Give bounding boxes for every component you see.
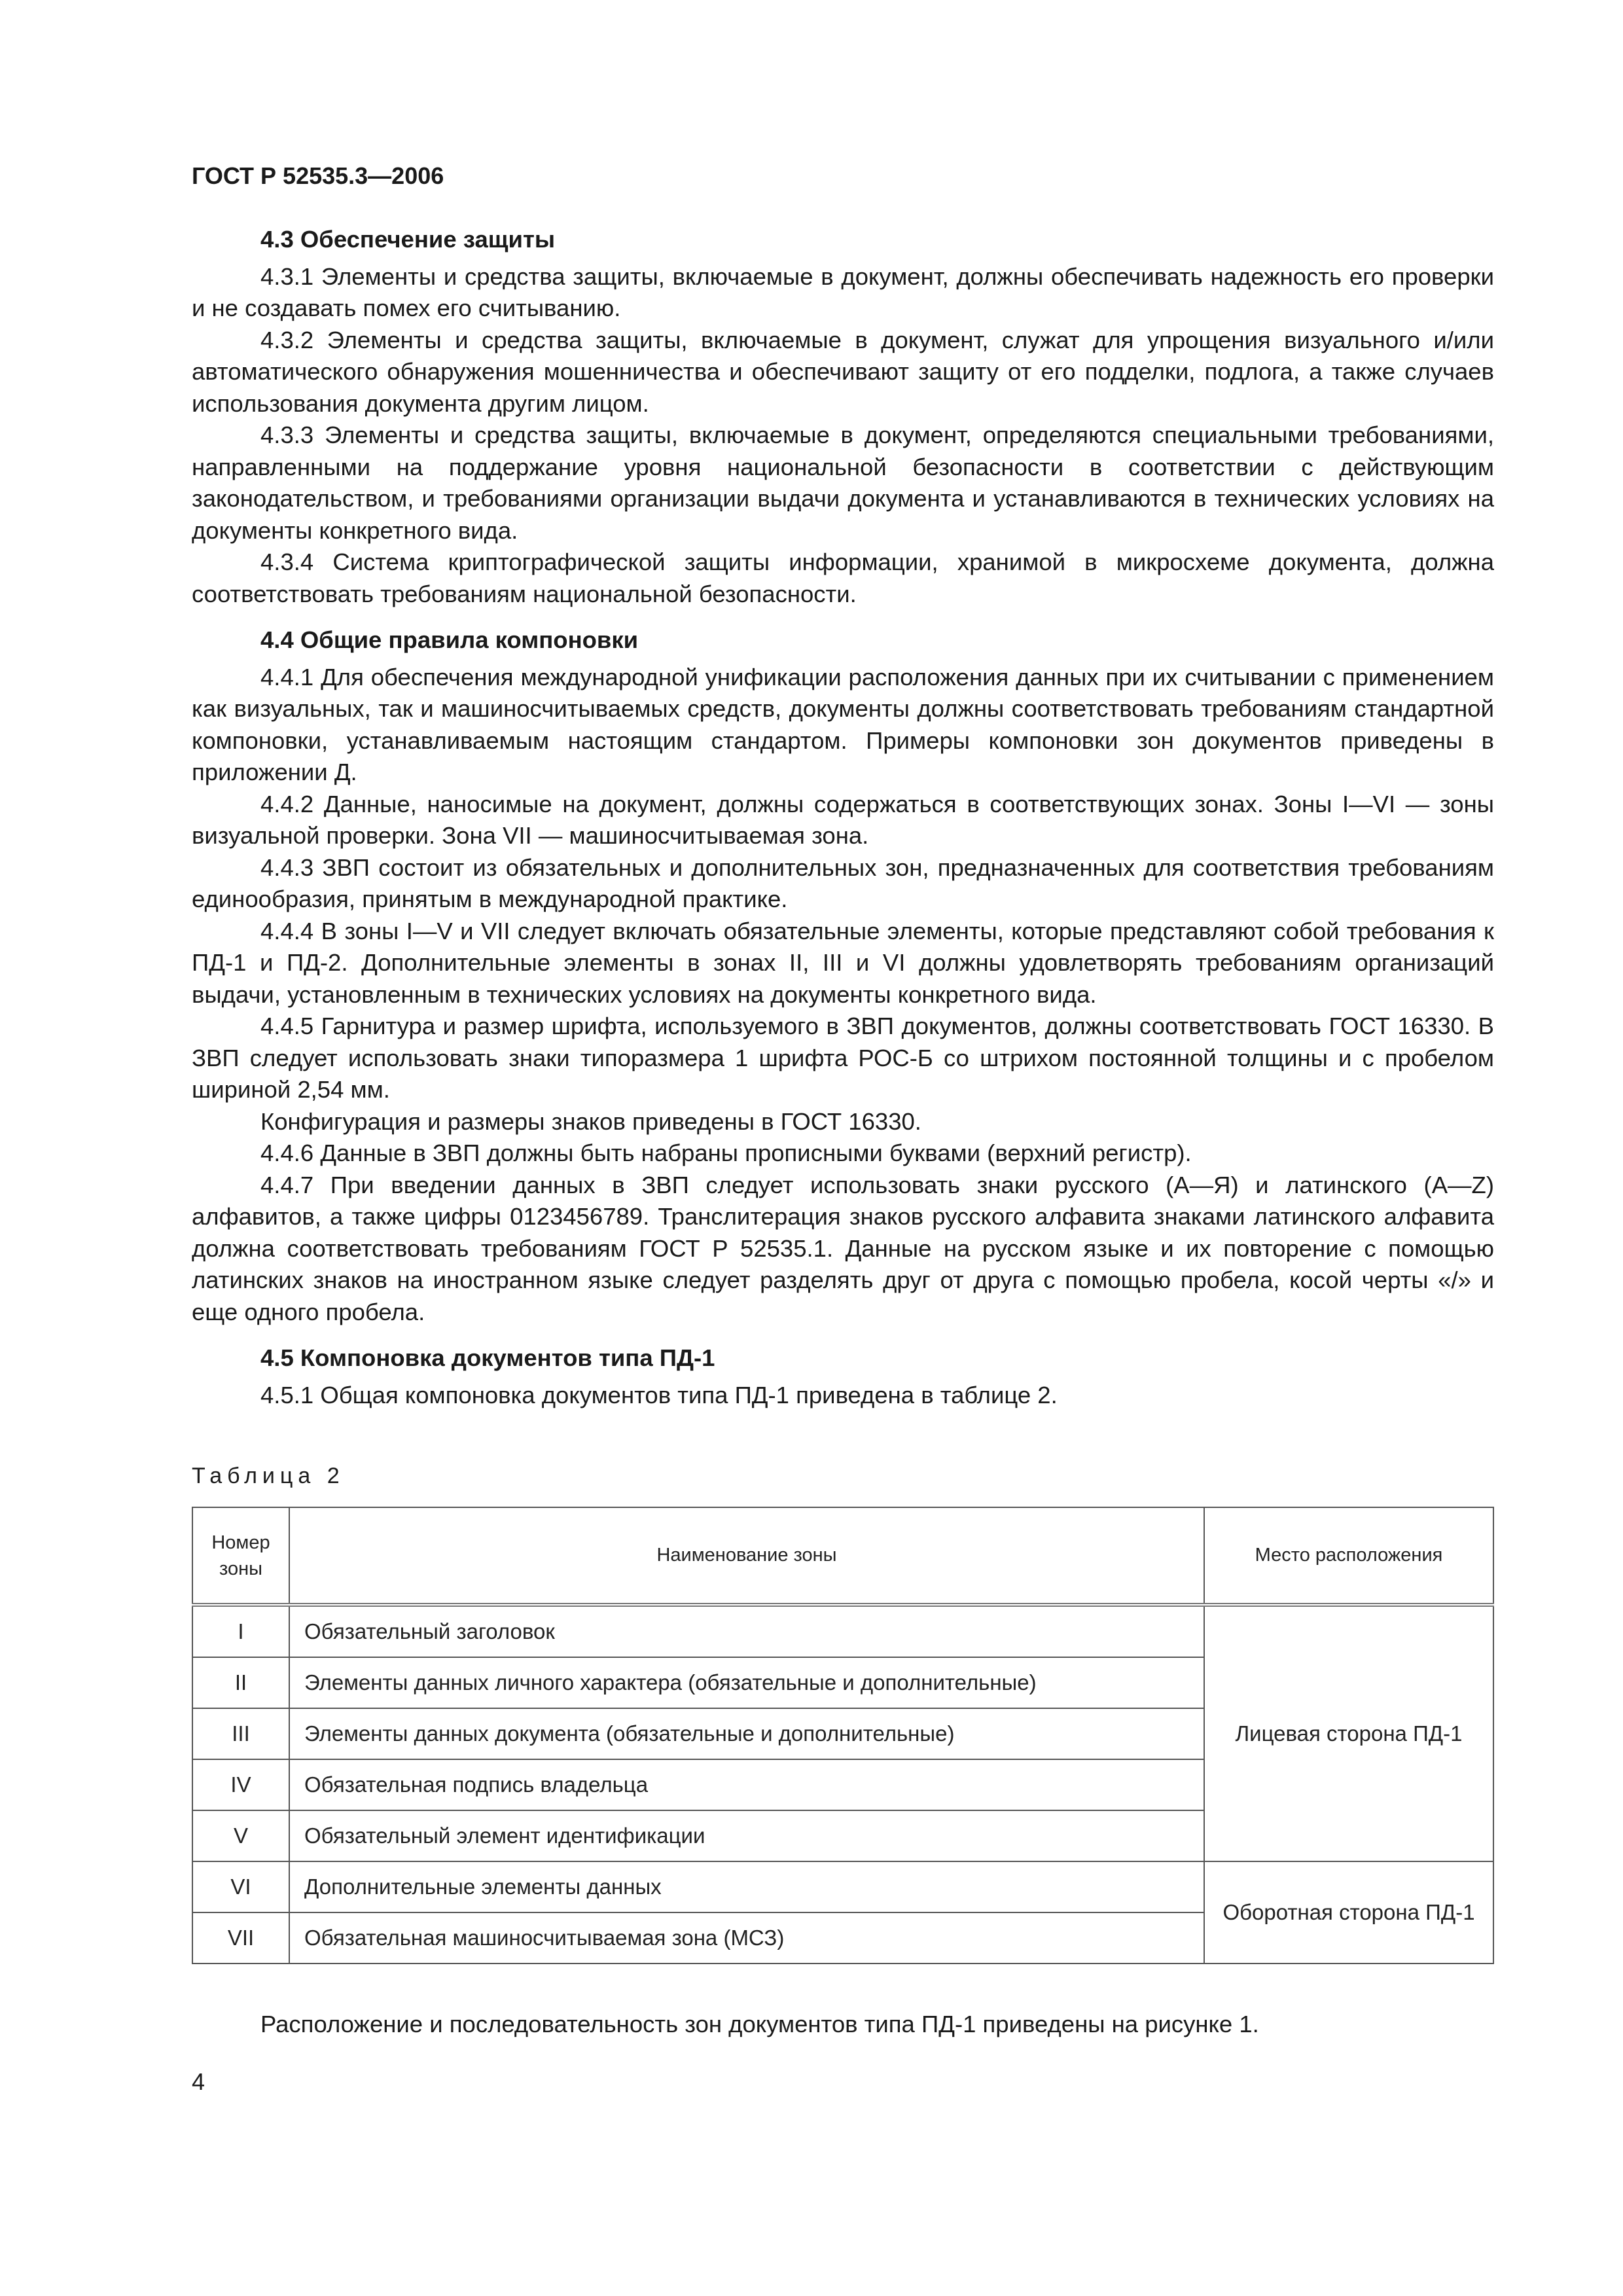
- zone-number: I: [192, 1605, 289, 1657]
- paragraph-4-5-1: 4.5.1 Общая компоновка документов типа ПД-1 приведена в таблице 2.: [260, 1381, 1058, 1408]
- zone-name: Элементы данных личного характера (обязательные и дополнительные): [289, 1657, 1204, 1708]
- zones-table: [192, 1507, 1494, 1964]
- zone-place-front: Лицевая сторона ПД-1: [1204, 1605, 1493, 1861]
- zone-name: Обязательный заголовок: [289, 1605, 1204, 1657]
- paragraph-4-4-5-note: Конфигурация и размеры знаков приведены в ГОСТ 16330.: [260, 1107, 921, 1135]
- header-zone-number: Номер зоны: [192, 1507, 289, 1605]
- zone-number: III: [192, 1708, 289, 1759]
- header-zone-name: Наименование зоны: [289, 1507, 1204, 1605]
- section-title-4-3: 4.3 Обеспечение защиты: [260, 226, 556, 253]
- zone-name: Обязательная подпись владельца: [289, 1759, 1204, 1810]
- section-title-4-5: 4.5 Компоновка документов типа ПД-1: [260, 1344, 715, 1371]
- table-caption: Таблица 2: [192, 1463, 345, 1488]
- after-table-text: Расположение и последовательность зон документов типа ПД-1 приведены на рисунке 1.: [260, 2011, 1259, 2037]
- paragraph-4-4-6: 4.4.6 Данные в ЗВП должны быть набраны прописными буквами (верхний регистр).: [260, 1139, 1192, 1166]
- zone-number: VI: [192, 1861, 289, 1912]
- zone-number: V: [192, 1810, 289, 1861]
- table-header-row: [192, 1507, 1493, 1605]
- page-number: 4: [192, 2068, 205, 2095]
- paragraph-4-3-3: 4.3.3 Элементы и средства защиты, включаемые в документ, определяются специальными требованиями, направленными на поддержание уровня национальной безопасности в соответствии с действующим законодательством, и требованиями организации выдачи документа и устанавливаются в технических условиях на документы конкретного вида.: [192, 422, 1494, 544]
- document-body: [192, 224, 1494, 1411]
- zone-name: Элементы данных документа (обязательные и дополнительные): [289, 1708, 1204, 1759]
- paragraph-4-4-3: 4.4.3 ЗВП состоит из обязательных и дополнительных зон, предназначенных для соответствия требованиям единообразия, принятым в международной практике.: [192, 853, 1494, 912]
- zone-place-back: Оборотная сторона ПД-1: [1204, 1861, 1493, 1964]
- paragraph-4-4-5: 4.4.5 Гарнитура и размер шрифта, используемого в ЗВП документов, должны соответствовать ГОСТ 16330. В ЗВП следует использовать знаки типоразмера 1 шрифта РОС-Б со штрихом постоянной толщины и с пробелом шириной 2,54 мм.: [192, 1013, 1494, 1103]
- paragraph-4-4-1: 4.4.1 Для обеспечения международной унификации расположения данных при их считывании с применением как визуальных, так и машиносчитываемых средств, документы должны соответствовать требованиям стандартной компоновки, устанавливаемым настоящим стандартом. Примеры компоновки зон документов приведены в приложении Д.: [192, 663, 1494, 785]
- zone-number: II: [192, 1657, 289, 1708]
- document-header: ГОСТ Р 52535.3—2006: [192, 162, 444, 189]
- paragraph-4-3-2: 4.3.2 Элементы и средства защиты, включаемые в документ, служат для упрощения визуального и/или автоматического обнаружения мошенничества и обеспечивают защиту от его подделки, подлога, а также случаев использования документа другим лицом.: [192, 326, 1494, 417]
- paragraph-4-3-4: 4.3.4 Система криптографической защиты информации, хранимой в микросхеме документа, должна соответствовать требованиям национальной безопасности.: [192, 548, 1494, 607]
- zone-name: Обязательный элемент идентификации: [289, 1810, 1204, 1861]
- section-title-4-4: 4.4 Общие правила компоновки: [260, 626, 639, 653]
- paragraph-4-4-4: 4.4.4 В зоны I—V и VII следует включать обязательные элементы, которые представляют собой требования к ПД-1 и ПД-2. Дополнительные элементы в зонах II, III и VI должны удовлетворять требованиям организаций выдачи, установленным в технических условиях на документы конкретного вида.: [192, 917, 1494, 1008]
- table-row: [192, 1861, 1493, 1912]
- paragraph-4-4-2: 4.4.2 Данные, наносимые на документ, должны содержаться в соответствующих зонах. Зоны I—VI — зоны визуальной проверки. Зона VII — машиносчитываемая зона.: [192, 790, 1494, 849]
- zone-number: VII: [192, 1912, 289, 1964]
- header-zone-place: Место расположения: [1204, 1507, 1493, 1605]
- table-row: [192, 1605, 1493, 1657]
- zone-number: IV: [192, 1759, 289, 1810]
- paragraph-4-3-1: 4.3.1 Элементы и средства защиты, включаемые в документ, должны обеспечивать надежность его проверки и не создавать помех его считыванию.: [192, 262, 1494, 321]
- zone-name: Дополнительные элементы данных: [289, 1861, 1204, 1912]
- zone-name: Обязательная машиносчитываемая зона (МСЗ): [289, 1912, 1204, 1964]
- paragraph-4-4-7: 4.4.7 При введении данных в ЗВП следует использовать знаки русского (А—Я) и латинского (A—Z) алфавитов, а также цифры 0123456789. Транслитерация знаков русского алфавита знаками латинского алфавита должна соответствовать требованиям ГОСТ Р 52535.1. Данные на русском языке и их повторение с помощью латинских знаков на иностранном языке следует разделять друг от друга с помощью пробела, косой черты «/» и еще одного пробела.: [192, 1171, 1494, 1325]
